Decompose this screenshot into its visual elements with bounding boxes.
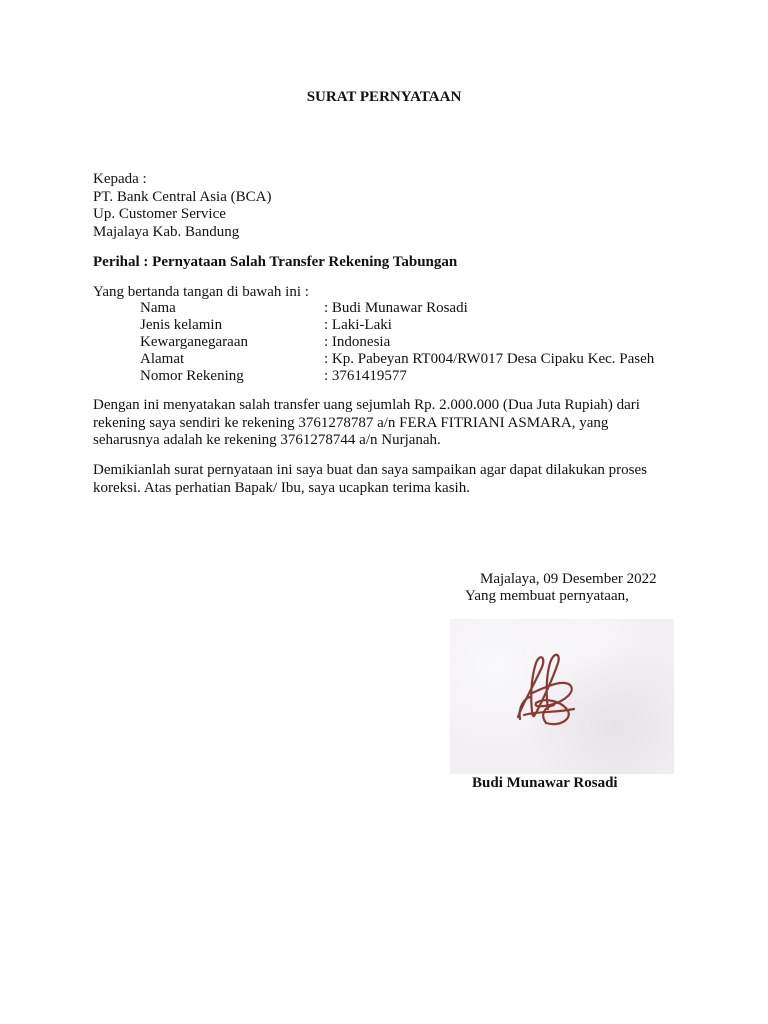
recipient-kepada: Kepada : — [93, 171, 147, 187]
field-label: Alamat — [140, 351, 185, 367]
intro-line: Yang bertanda tangan di bawah ini : — [93, 284, 309, 300]
statement-line-3: seharusnya adalah ke rekening 3761278744 a/n Nurjanah. — [93, 432, 441, 448]
field-value: : Budi Munawar Rosadi — [324, 300, 468, 316]
signature-image — [450, 619, 674, 774]
field-value: : Kp. Pabeyan RT004/RW017 Desa Cipaku Kec. Paseh — [324, 351, 655, 367]
recipient-bank: PT. Bank Central Asia (BCA) — [93, 188, 272, 205]
field-row-kewarganegaraan — [0, 334, 768, 352]
field-row-jenis-kelamin — [0, 317, 768, 335]
recipient-city: Majalaya Kab. Bandung — [93, 223, 240, 240]
field-label: Nama — [140, 300, 176, 316]
signer-name: Budi Munawar Rosadi — [472, 775, 618, 791]
signature-icon — [450, 619, 674, 774]
closing-line-2: koreksi. Atas perhatian Bapak/ Ibu, saya ucapkan terima kasih. — [93, 479, 470, 496]
place-date: Majalaya, 09 Desember 2022 — [480, 571, 657, 587]
field-row-nama — [0, 300, 768, 318]
statement-paragraph — [93, 397, 683, 450]
closing-line-1: Demikianlah surat pernyataan ini saya buat dan saya sampaikan agar dapat dilakukan proses — [93, 462, 647, 478]
field-value: : Indonesia — [324, 334, 391, 350]
statement-line-2: rekening saya sendiri ke rekening 3761278787 a/n FERA FITRIANI ASMARA, yang — [93, 414, 609, 431]
field-label: Nomor Rekening — [140, 368, 244, 384]
field-row-alamat — [0, 351, 768, 369]
field-row-nomor-rekening — [0, 368, 768, 386]
field-value: : Laki-Laki — [324, 317, 392, 333]
recipient-department: Up. Customer Service — [93, 206, 226, 222]
document-title: SURAT PERNYATAAN — [306, 89, 462, 105]
closing-paragraph — [93, 462, 683, 497]
field-value: : 3761419577 — [324, 368, 407, 384]
field-label: Jenis kelamin — [140, 317, 223, 333]
subject-line: Perihal : Pernyataan Salah Transfer Rekening Tabungan — [93, 254, 458, 270]
statement-line-1: Dengan ini menyatakan salah transfer uang sejumlah Rp. 2.000.000 (Dua Juta Rupiah) dari — [93, 397, 640, 413]
closing-phrase: Yang membuat pernyataan, — [465, 588, 629, 604]
field-label: Kewarganegaraan — [140, 334, 248, 350]
